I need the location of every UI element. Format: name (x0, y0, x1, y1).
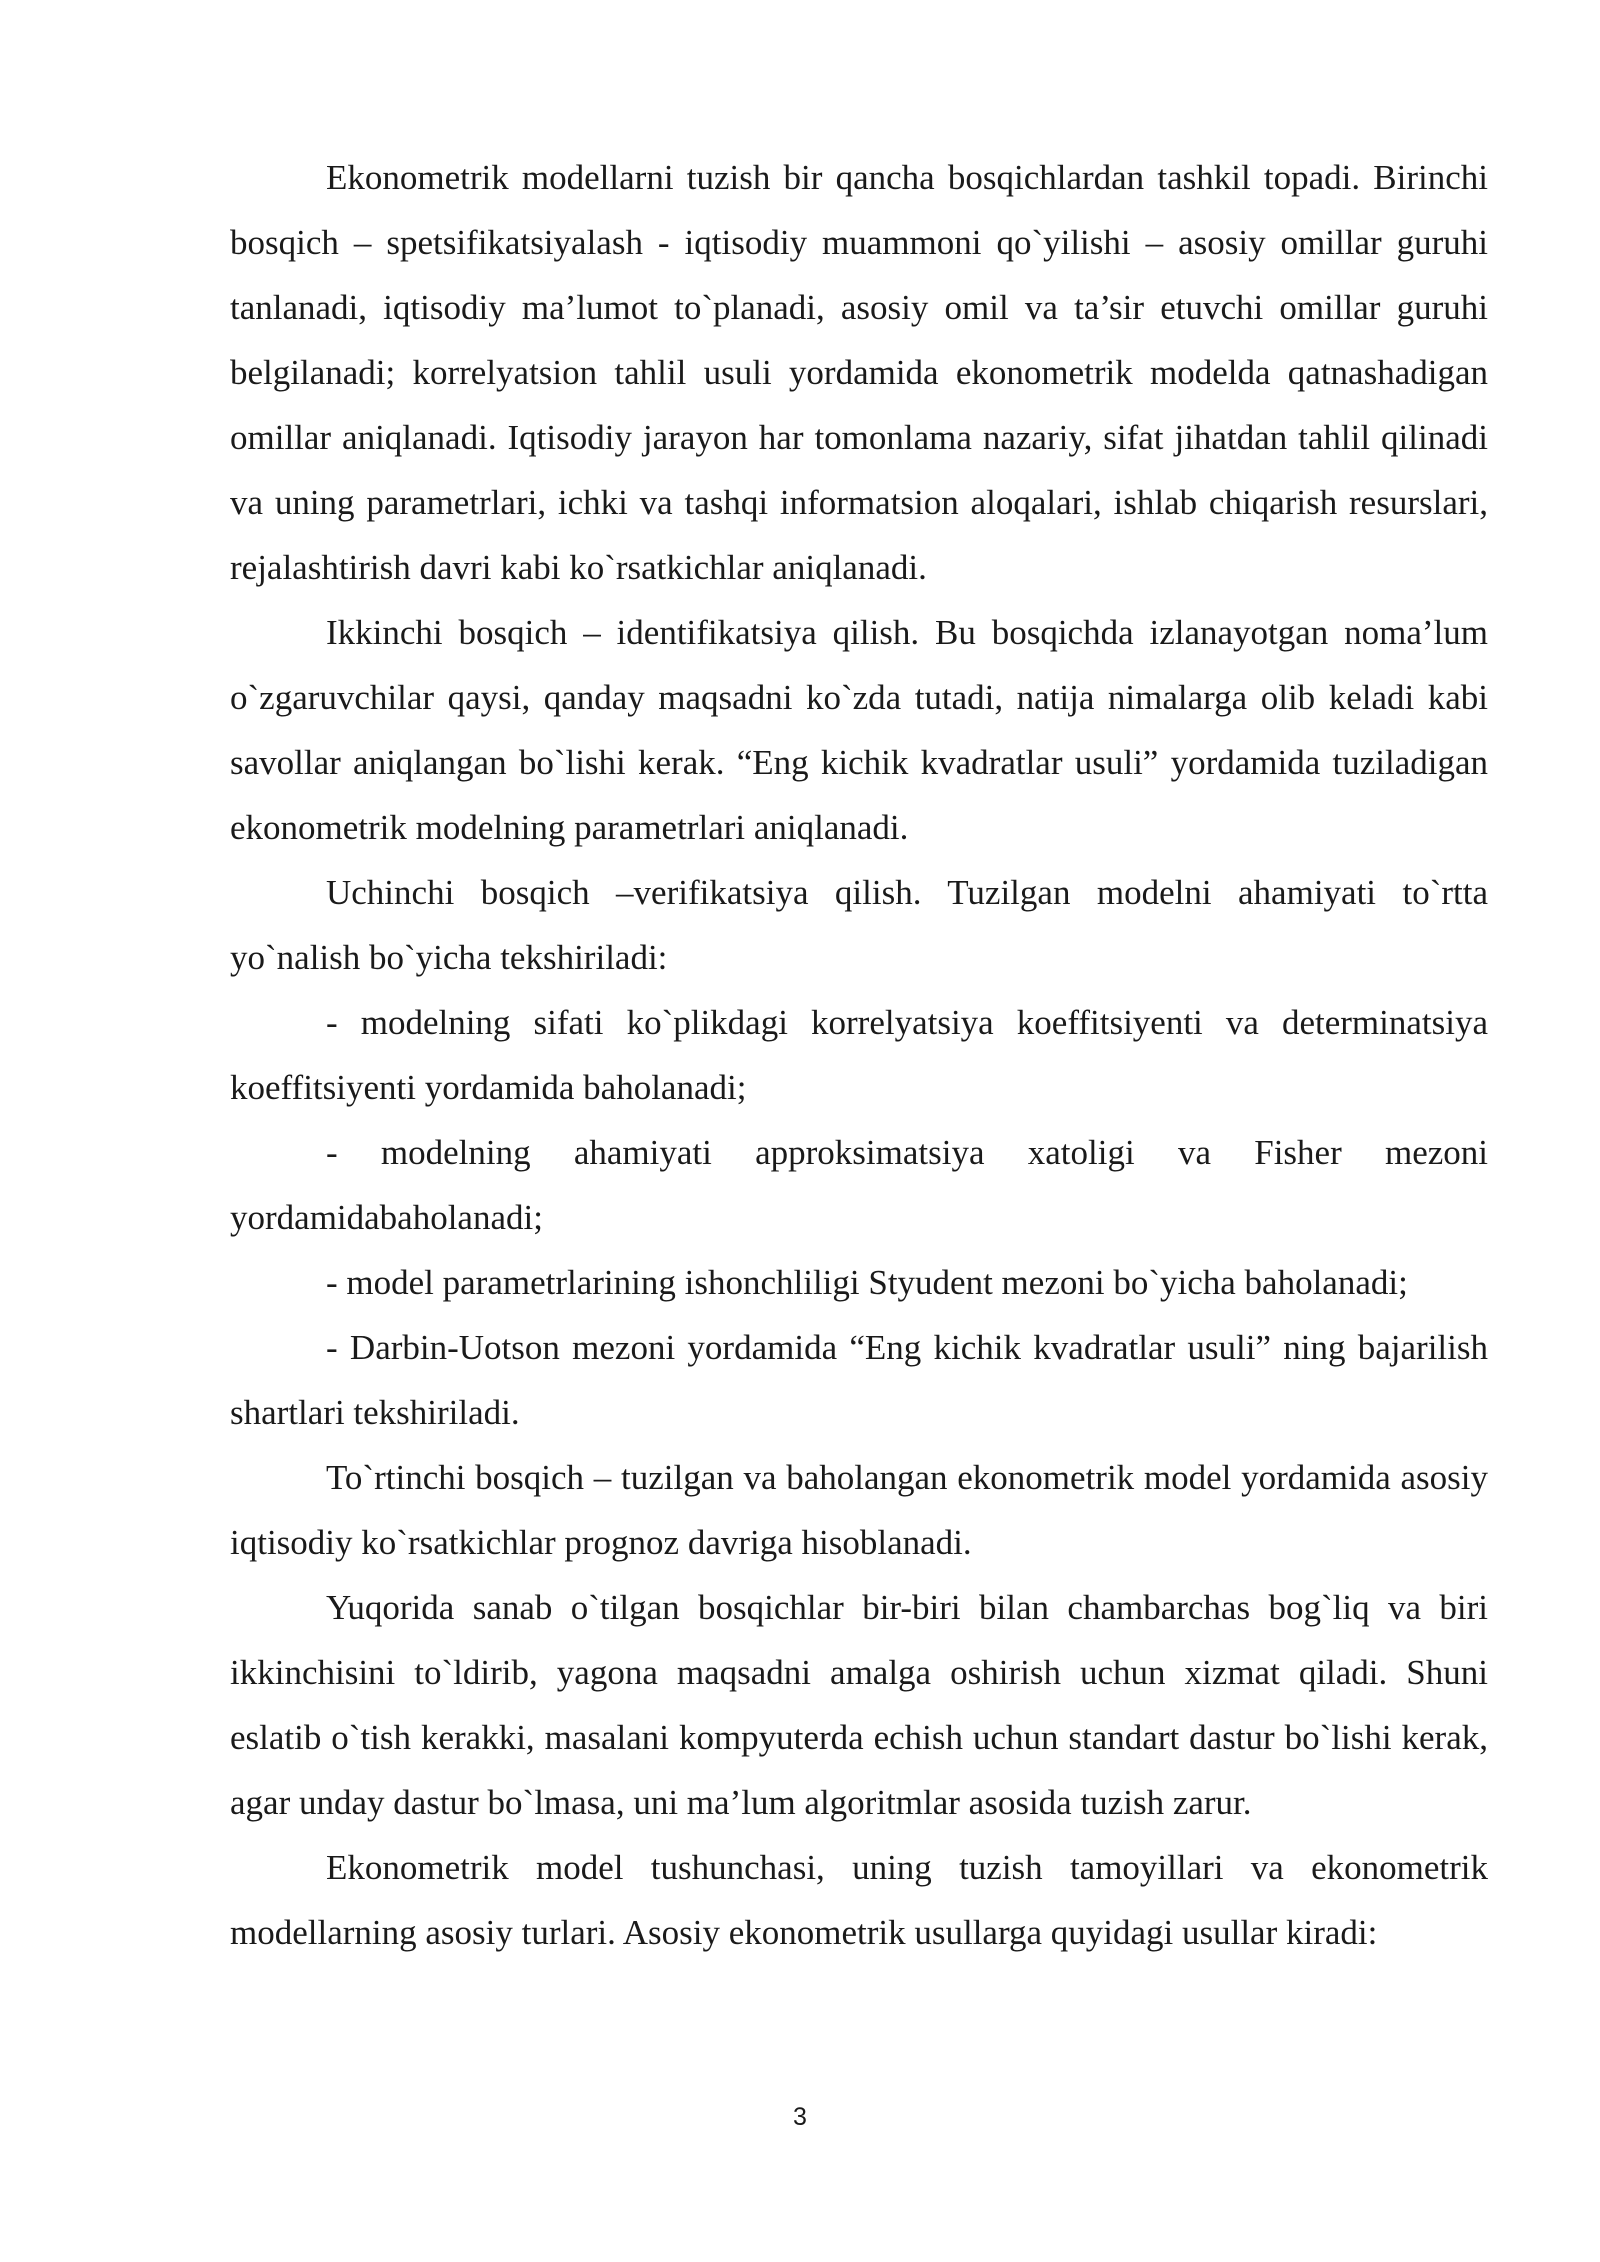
paragraph-stage-two: Ikkinchi bosqich – identifikatsiya qilish. Bu bosqichda izlanayotgan noma’lum o`zgaruvchilar qaysi, qanday maqsadni ko`zda tutadi, natija nimalarga olib keladi kabi savollar aniqlangan bo`lishi kerak. “Eng kichik kvadratlar usuli” yordamida tuziladigan ekonometrik modelning parametrlari aniqlanadi. (230, 613, 1488, 847)
paragraph-model-types: Ekonometrik model tushunchasi, uning tuzish tamoyillari va ekonometrik modellarning asosiy turlari. Asosiy ekonometrik usullarga quyidagi usullar kiradi: (230, 1848, 1488, 1952)
list-item-model-significance: - modelning ahamiyati approksimatsiya xatoligi va Fisher mezoni yordamidabaholanadi; (230, 1133, 1488, 1237)
paragraph-stages-summary: Yuqorida sanab o`tilgan bosqichlar bir-biri bilan chambarchas bog`liq va biri ikkinchisini to`ldirib, yagona maqsadni amalga oshirish uchun xizmat qiladi. Shuni eslatib o`tish kerakki, masalani kompyuterda echish uchun standart dastur bo`lishi kerak, agar unday dastur bo`lmasa, uni ma’lum algoritmlar asosida tuzish zarur. (230, 1588, 1488, 1822)
document-body (230, 145, 1488, 1965)
paragraph-stages-intro: Ekonometrik modellarni tuzish bir qancha bosqichlardan tashkil topadi. Birinchi bosqich – spetsifikatsiyalash - iqtisodiy muammoni qo`yilishi – asosiy omillar guruhi tanlanadi, iqtisodiy ma’lumot to`planadi, asosiy omil va ta’sir etuvchi omillar guruhi belgilanadi; korrelyatsion tahlil usuli yordamida ekonometrik modelda qatnashadigan omillar aniqlanadi. Iqtisodiy jarayon har tomonlama nazariy, sifat jihatdan tahlil qilinadi va uning parametrlari, ichki va tashqi informatsion aloqalari, ishlab chiqarish resurslari, rejalashtirish davri kabi ko`rsatkichlar aniqlanadi. (230, 158, 1488, 587)
list-item-parameter-reliability: - model parametrlarining ishonchliligi Styudent mezoni bo`yicha baholanadi; (326, 1263, 1408, 1302)
page-number: 3 (793, 2103, 807, 2131)
paragraph-stage-four: To`rtinchi bosqich – tuzilgan va baholangan ekonometrik model yordamida asosiy iqtisodiy ko`rsatkichlar prognoz davriga hisoblanadi. (230, 1458, 1488, 1562)
list-item-durbin-watson: - Darbin-Uotson mezoni yordamida “Eng kichik kvadratlar usuli” ning bajarilish shartlari tekshiriladi. (230, 1328, 1488, 1432)
paragraph-stage-three: Uchinchi bosqich –verifikatsiya qilish. Tuzilgan modelni ahamiyati to`rtta yo`nalish bo`yicha tekshiriladi: (230, 873, 1488, 977)
list-item-model-quality: - modelning sifati ko`plikdagi korrelyatsiya koeffitsiyenti va determinatsiya koeffitsiyenti yordamida baholanadi; (230, 1003, 1488, 1107)
